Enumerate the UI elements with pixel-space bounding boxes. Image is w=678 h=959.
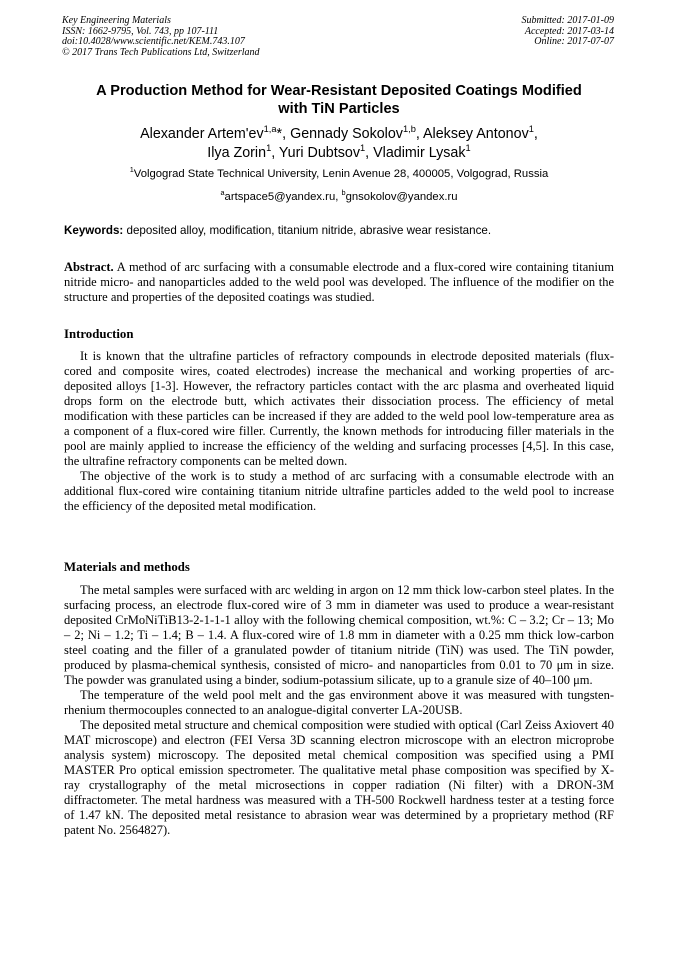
- introduction-section: [64, 349, 614, 514]
- introduction-heading: Introduction: [64, 327, 134, 341]
- publication-dates: [522, 16, 615, 48]
- introduction-paragraph-2: The objective of the work is to study a method of arc surfacing with a consumable electrode with an additional flux-cored wire containing titanium nitride ultrafine particles added to the weld pool to increase the efficiency of the deposited metal modification.: [64, 469, 614, 513]
- email-mark-b: b: [341, 188, 346, 198]
- submitted-date: Submitted: 2017-01-09: [521, 15, 614, 26]
- paper-title: [40, 82, 638, 118]
- email-a[interactable]: artspace5@yandex.ru: [224, 191, 336, 203]
- author-name: Yuri Dubtsov: [278, 144, 360, 161]
- abstract: [64, 260, 614, 305]
- author-affiliation-mark: 1: [266, 142, 272, 153]
- author-affiliation-mark: 1: [465, 142, 471, 153]
- keywords: [64, 224, 616, 238]
- issn-line: ISSN: 1662-9795, Vol. 743, pp 107-111: [62, 25, 219, 37]
- accepted-date: Accepted: 2017-03-14: [524, 25, 614, 37]
- title-line-1: A Production Method for Wear-Resistant Deposited Coatings Modified: [96, 83, 582, 99]
- materials-methods-section: [64, 583, 614, 838]
- materials-methods-paragraph-2: The temperature of the weld pool melt and the gas environment above it was measured with tungsten-rhenium thermocouples connected to an analogue-digital converter LA-20USB.: [64, 688, 614, 717]
- abstract-text: A method of arc surfacing with a consumable electrode and a flux-cored wire containing titanium nitride micro- and nanoparticles added to the weld pool was developed. The influence of the modifier on the structure and properties of the deposited coatings was studied.: [64, 260, 614, 304]
- keywords-label: Keywords:: [64, 224, 124, 237]
- author-affiliation-mark: 1: [359, 142, 366, 153]
- author-name: Aleksey Antonov: [423, 126, 529, 142]
- author-affiliation-mark: 1,b: [402, 124, 416, 135]
- affiliation-text: Volgograd State Technical University, Lenin Avenue 28, 400005, Volgograd, Russia: [133, 168, 549, 180]
- journal-name: Key Engineering Materials: [62, 15, 171, 26]
- author-name: Alexander Artem'ev: [140, 126, 264, 142]
- author-affiliation-mark: 1: [528, 124, 534, 135]
- author-name: Ilya Zorin: [207, 144, 267, 161]
- author-emails: $^a$artspace5@yandex.ru, $^b$gnsokolov@yandex.ru: [220, 188, 458, 203]
- keywords-text: deposited alloy, modification, titanium nitride, abrasive wear resistance.: [126, 224, 492, 237]
- affiliation: [40, 167, 638, 181]
- author-line-2: Ilya Zorin$^1$, Yuri Dubtsov$^1$, Vladimir Lysak$^1$: [207, 142, 471, 161]
- author-name: Gennady Sokolov: [290, 126, 403, 142]
- author-line-1: Alexander Artem'ev$^{1,a}$*, Gennady Sokolov$^{1,b}$, Aleksey Antonov$^1$,: [140, 124, 538, 142]
- author-affiliation-mark: 1,a: [263, 124, 277, 135]
- materials-methods-paragraph-1: The metal samples were surfaced with arc welding in argon on 12 mm thick low-carbon steel plates. In the surfacing process, an electrode flux-cored wire of 3 mm in diameter was used to produce a wear-resistant deposited CrMoNiTiB13-2-1-1-1 alloy with the following chemical composition, wt.%: C – 3.2; Cr – 13; Mo – 2; Ni – 1.2; Ti – 1.4; B – 1.4. A flux-cored wire of 1.8 mm in diameter with a 0.25 mm thick low-carbon steel coating and the filler of a granulated powder of titanium nitride (TiN) was used. The TiN powder, produced by plasma-chemical synthesis, consisted of micro- and nanoparticles from 0.01 to 70 μm in size. The powder was granulated using a binder, sodium-potassium silicate, up to a granule size of 40–100 μm.: [64, 583, 614, 687]
- materials-methods-heading: Materials and methods: [64, 560, 190, 574]
- title-line-2: with TiN Particles: [278, 101, 400, 117]
- online-date: Online: 2017-07-07: [534, 36, 614, 47]
- publication-info: [62, 16, 260, 58]
- author-name: Vladimir Lysak: [373, 144, 466, 161]
- affiliation-mark: 1: [129, 165, 134, 175]
- doi-line[interactable]: doi:10.4028/www.scientific.net/KEM.743.107: [62, 36, 245, 47]
- corresponding-author-mark: *: [276, 126, 283, 142]
- abstract-label: Abstract.: [64, 260, 114, 274]
- email-b[interactable]: gnsokolov@yandex.ru: [345, 191, 458, 203]
- copyright-line: © 2017 Trans Tech Publications Ltd, Switzerland: [62, 46, 260, 58]
- materials-methods-paragraph-3: The deposited metal structure and chemical composition were studied with optical (Carl Zeiss Axiovert 40 MAT microscope) and electron (FEI Versa 3D scanning electron microscope with an electron microprobe analysis system) microscopy. The deposited metal chemical composition was specified using a PMI MASTER Pro optical emission spectrometer. The qualitative metal phase composition was specified by X-ray crystallography of the metal microsections in copper radiation (Ni filter) with a DRON-3M diffractometer. The metal hardness was measured with a TH-500 Rockwell hardness tester at a testing force of 1.47 kN. The deposited metal resistance to abrasion wear was determined by a proprietary method (RF patent No. 2564827).: [64, 718, 614, 837]
- email-mark-a: a: [220, 188, 225, 198]
- author-list: [40, 125, 638, 162]
- introduction-paragraph-1: It is known that the ultrafine particles of refractory compounds in electrode deposited materials (flux-cored and composite wires, coated electrodes) increase the mechanical and working properties of arc-deposited alloys [1-3]. However, the refractory particles contact with the arc plasma and overheated liquid drops form on the electrode butt, which activates their dissociation process. The efficiency of metal modification with these particles can be increased if they are added to the weld pool low-temperature area as a component of a flux-cored wire filler. Currently, the known methods for introducing filler materials in the pool are mainly applied to increase the efficiency of the welding and surfacing processes [4,5]. In this case, the ultrafine refractory components can be melted down.: [64, 349, 614, 468]
